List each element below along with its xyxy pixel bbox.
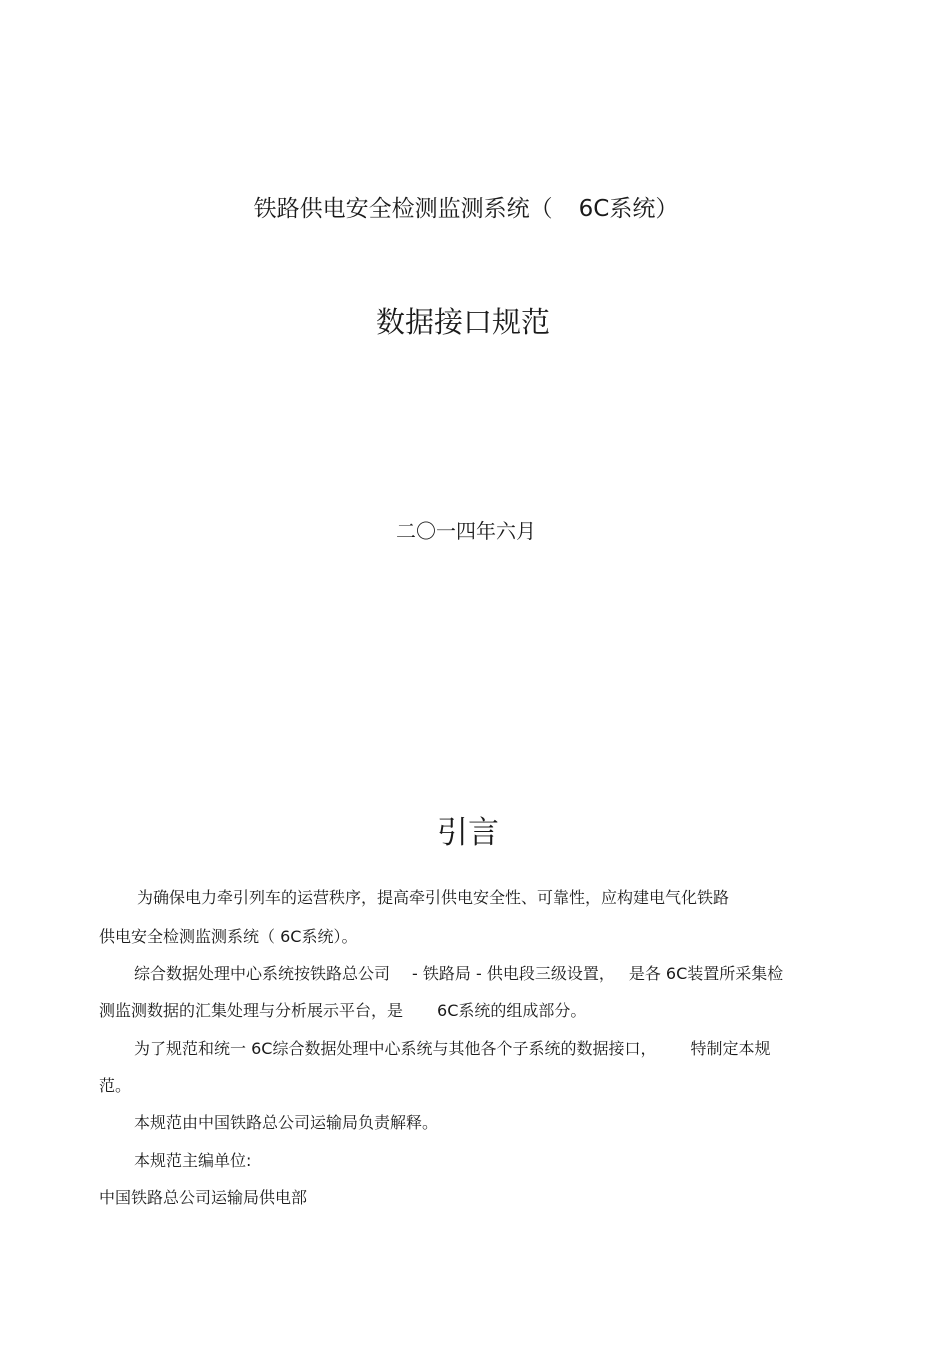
intro-paragraph-3-line-1 (134, 1038, 879, 1060)
document-title-part1: 铁路供电安全检测监测系统（ (253, 196, 553, 222)
intro-paragraph-2-line-2 (99, 1000, 844, 1022)
intro-paragraph-2-part-a: 综合数据处理中心系统按铁路总公司 (134, 964, 391, 983)
intro-paragraph-5: 本规范主编单位: (134, 1151, 252, 1170)
intro-paragraph-2-part-d: 测监测数据的汇集处理与分析展示平台，是 (99, 1001, 404, 1020)
document-subtitle: 数据接口规范 (375, 305, 550, 339)
document-title (0, 193, 932, 225)
intro-paragraph-1-line-2: 供电安全检测监测系统（ 6C系统）。 (99, 927, 358, 946)
intro-paragraph-2-part-b: - 铁路局 - 供电段三级设置， (412, 964, 615, 983)
intro-paragraph-2-line-1 (134, 963, 879, 985)
intro-paragraph-6: 中国铁路总公司运输局供电部 (99, 1188, 308, 1207)
intro-paragraph-3-line-2: 范。 (99, 1076, 132, 1095)
intro-paragraph-3-part-a: 为了规范和统一 6C综合数据处理中心系统与其他各个子系统的数据接口， (134, 1039, 657, 1058)
intro-paragraph-1-line-1: 为确保电力牵引列车的运营秩序，提高牵引供电安全性、可靠性，应构建电气化铁路 (137, 888, 730, 907)
intro-paragraph-4: 本规范由中国铁路总公司运输局负责解释。 (134, 1113, 439, 1132)
publication-date: 二〇一四年六月 (396, 519, 536, 543)
intro-paragraph-2-part-e: 6C系统的组成部分。 (437, 1001, 587, 1020)
document-title-part2: 6C系统） (578, 196, 679, 222)
intro-heading: 引言 (437, 815, 499, 851)
intro-paragraph-2-part-c: 是各 6C装置所采集检 (628, 964, 784, 983)
intro-paragraph-3-part-b: 特制定本规 (690, 1039, 771, 1058)
